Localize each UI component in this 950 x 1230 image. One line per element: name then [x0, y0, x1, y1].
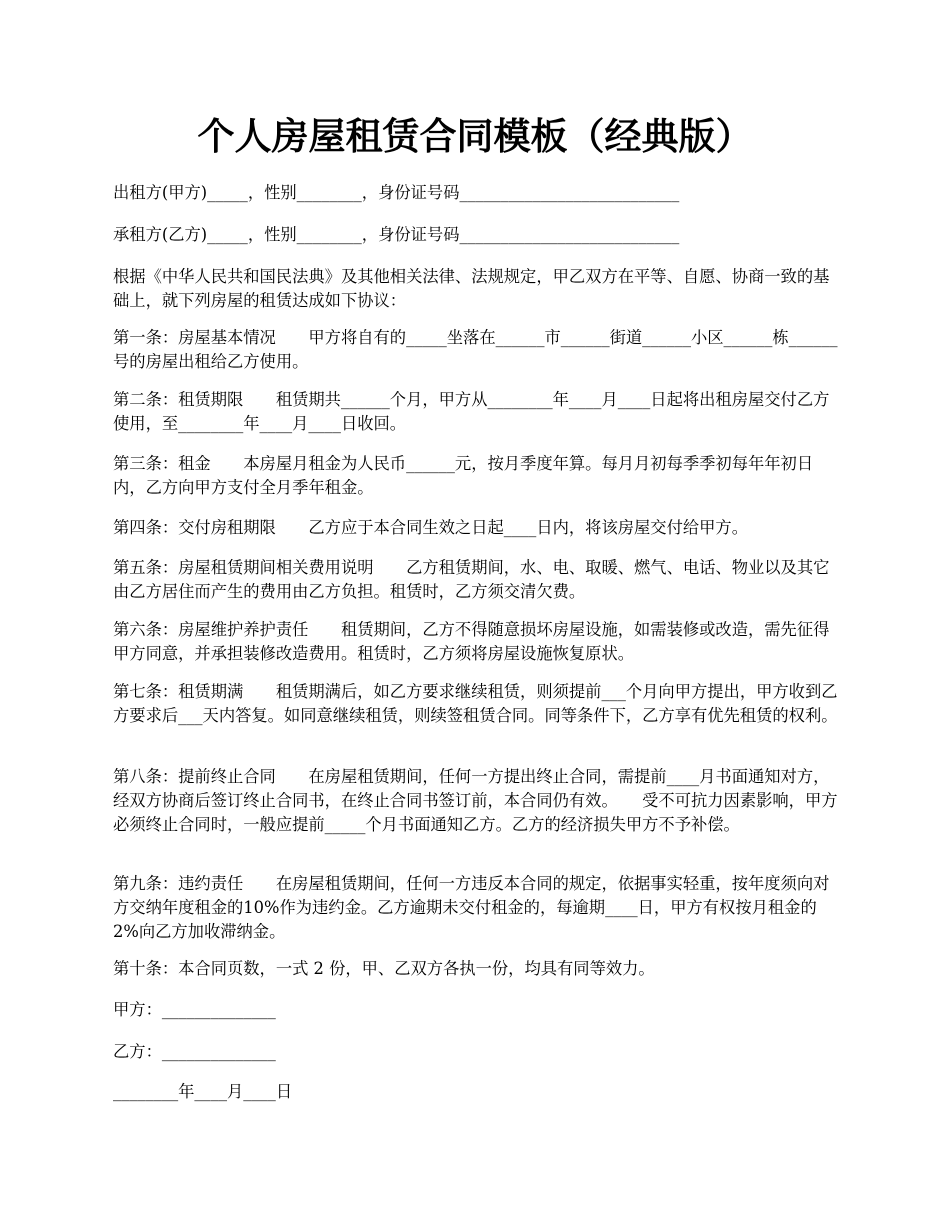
article-5: 第五条：房屋租赁期间相关费用说明 乙方租赁期间，水、电、取暖、燃气、电话、物业以及其它由乙方居住而产生的费用由乙方负担。租赁时，乙方须交清欠费。: [113, 558, 830, 601]
article-7: 第七条：租赁期满 租赁期满后，如乙方要求继续租赁，则须提前___个月向甲方提出，甲方收到乙方要求后___天内答复。如同意继续租赁，则续签租赁合同。同等条件下，乙方享有优先租赁的权利。: [113, 682, 838, 725]
signature-party-a: 甲方：______________: [113, 1000, 276, 1019]
article-4: 第四条：交付房租期限 乙方应于本合同生效之日起____日内，将该房屋交付给甲方。: [113, 518, 748, 537]
article-6: 第六条：房屋维护养护责任 租赁期间，乙方不得随意损坏房屋设施，如需装修或改造，需先征得甲方同意，并承担装修改造费用。租赁时，乙方须将房屋设施恢复原状。: [113, 620, 830, 663]
party-b-line: 承租方(乙方)_____，性别________，身份证号码___________________________: [113, 225, 680, 244]
date-line: ________年____月____日: [113, 1082, 293, 1101]
article-2: 第二条：租赁期限 租赁期共______个月，甲方从________年____月____日起将出租房屋交付乙方使用，至________年____月____日收回。: [113, 390, 830, 433]
article-10: 第十条：本合同页数，一式 2 份，甲、乙双方各执一份，均具有同等效力。: [113, 959, 655, 978]
intro-paragraph: 根据《中华人民共和国民法典》及其他相关法律、法规规定，甲乙双方在平等、自愿、协商一致的基础上，就下列房屋的租赁达成如下协议：: [113, 267, 830, 310]
article-1: 第一条：房屋基本情况 甲方将自有的_____坐落在______市______街道______小区______栋______号的房屋出租给乙方使用。: [113, 328, 838, 371]
article-9: 第九条：违约责任 在房屋租赁期间，任何一方违反本合同的规定，依据事实轻重，按年度须向对方交纳年度租金的10%作为违约金。乙方逾期未交付租金的，每逾期____日，甲方有权按月租金的2%向乙方加收滞纳金。: [113, 874, 830, 941]
signature-party-b: 乙方：______________: [113, 1042, 276, 1061]
party-a-line: 出租方(甲方)_____，性别________，身份证号码___________________________: [113, 183, 680, 202]
document-title: 个人房屋租赁合同模板（经典版）: [197, 114, 753, 158]
article-8: 第八条：提前终止合同 在房屋租赁期间，任何一方提出终止合同，需提前____月书面通知对方，经双方协商后签订终止合同书，在终止合同书签订前，本合同仍有效。 受不可抗力因素影响，甲方必须终止合同时，一般应提前_____个月书面通知乙方。乙方的经济损失甲方不予补偿。: [113, 767, 838, 834]
article-3: 第三条：租金 本房屋月租金为人民币______元，按月季度年算。每月月初每季季初每年年初日内，乙方向甲方支付全月季年租金。: [113, 454, 814, 497]
